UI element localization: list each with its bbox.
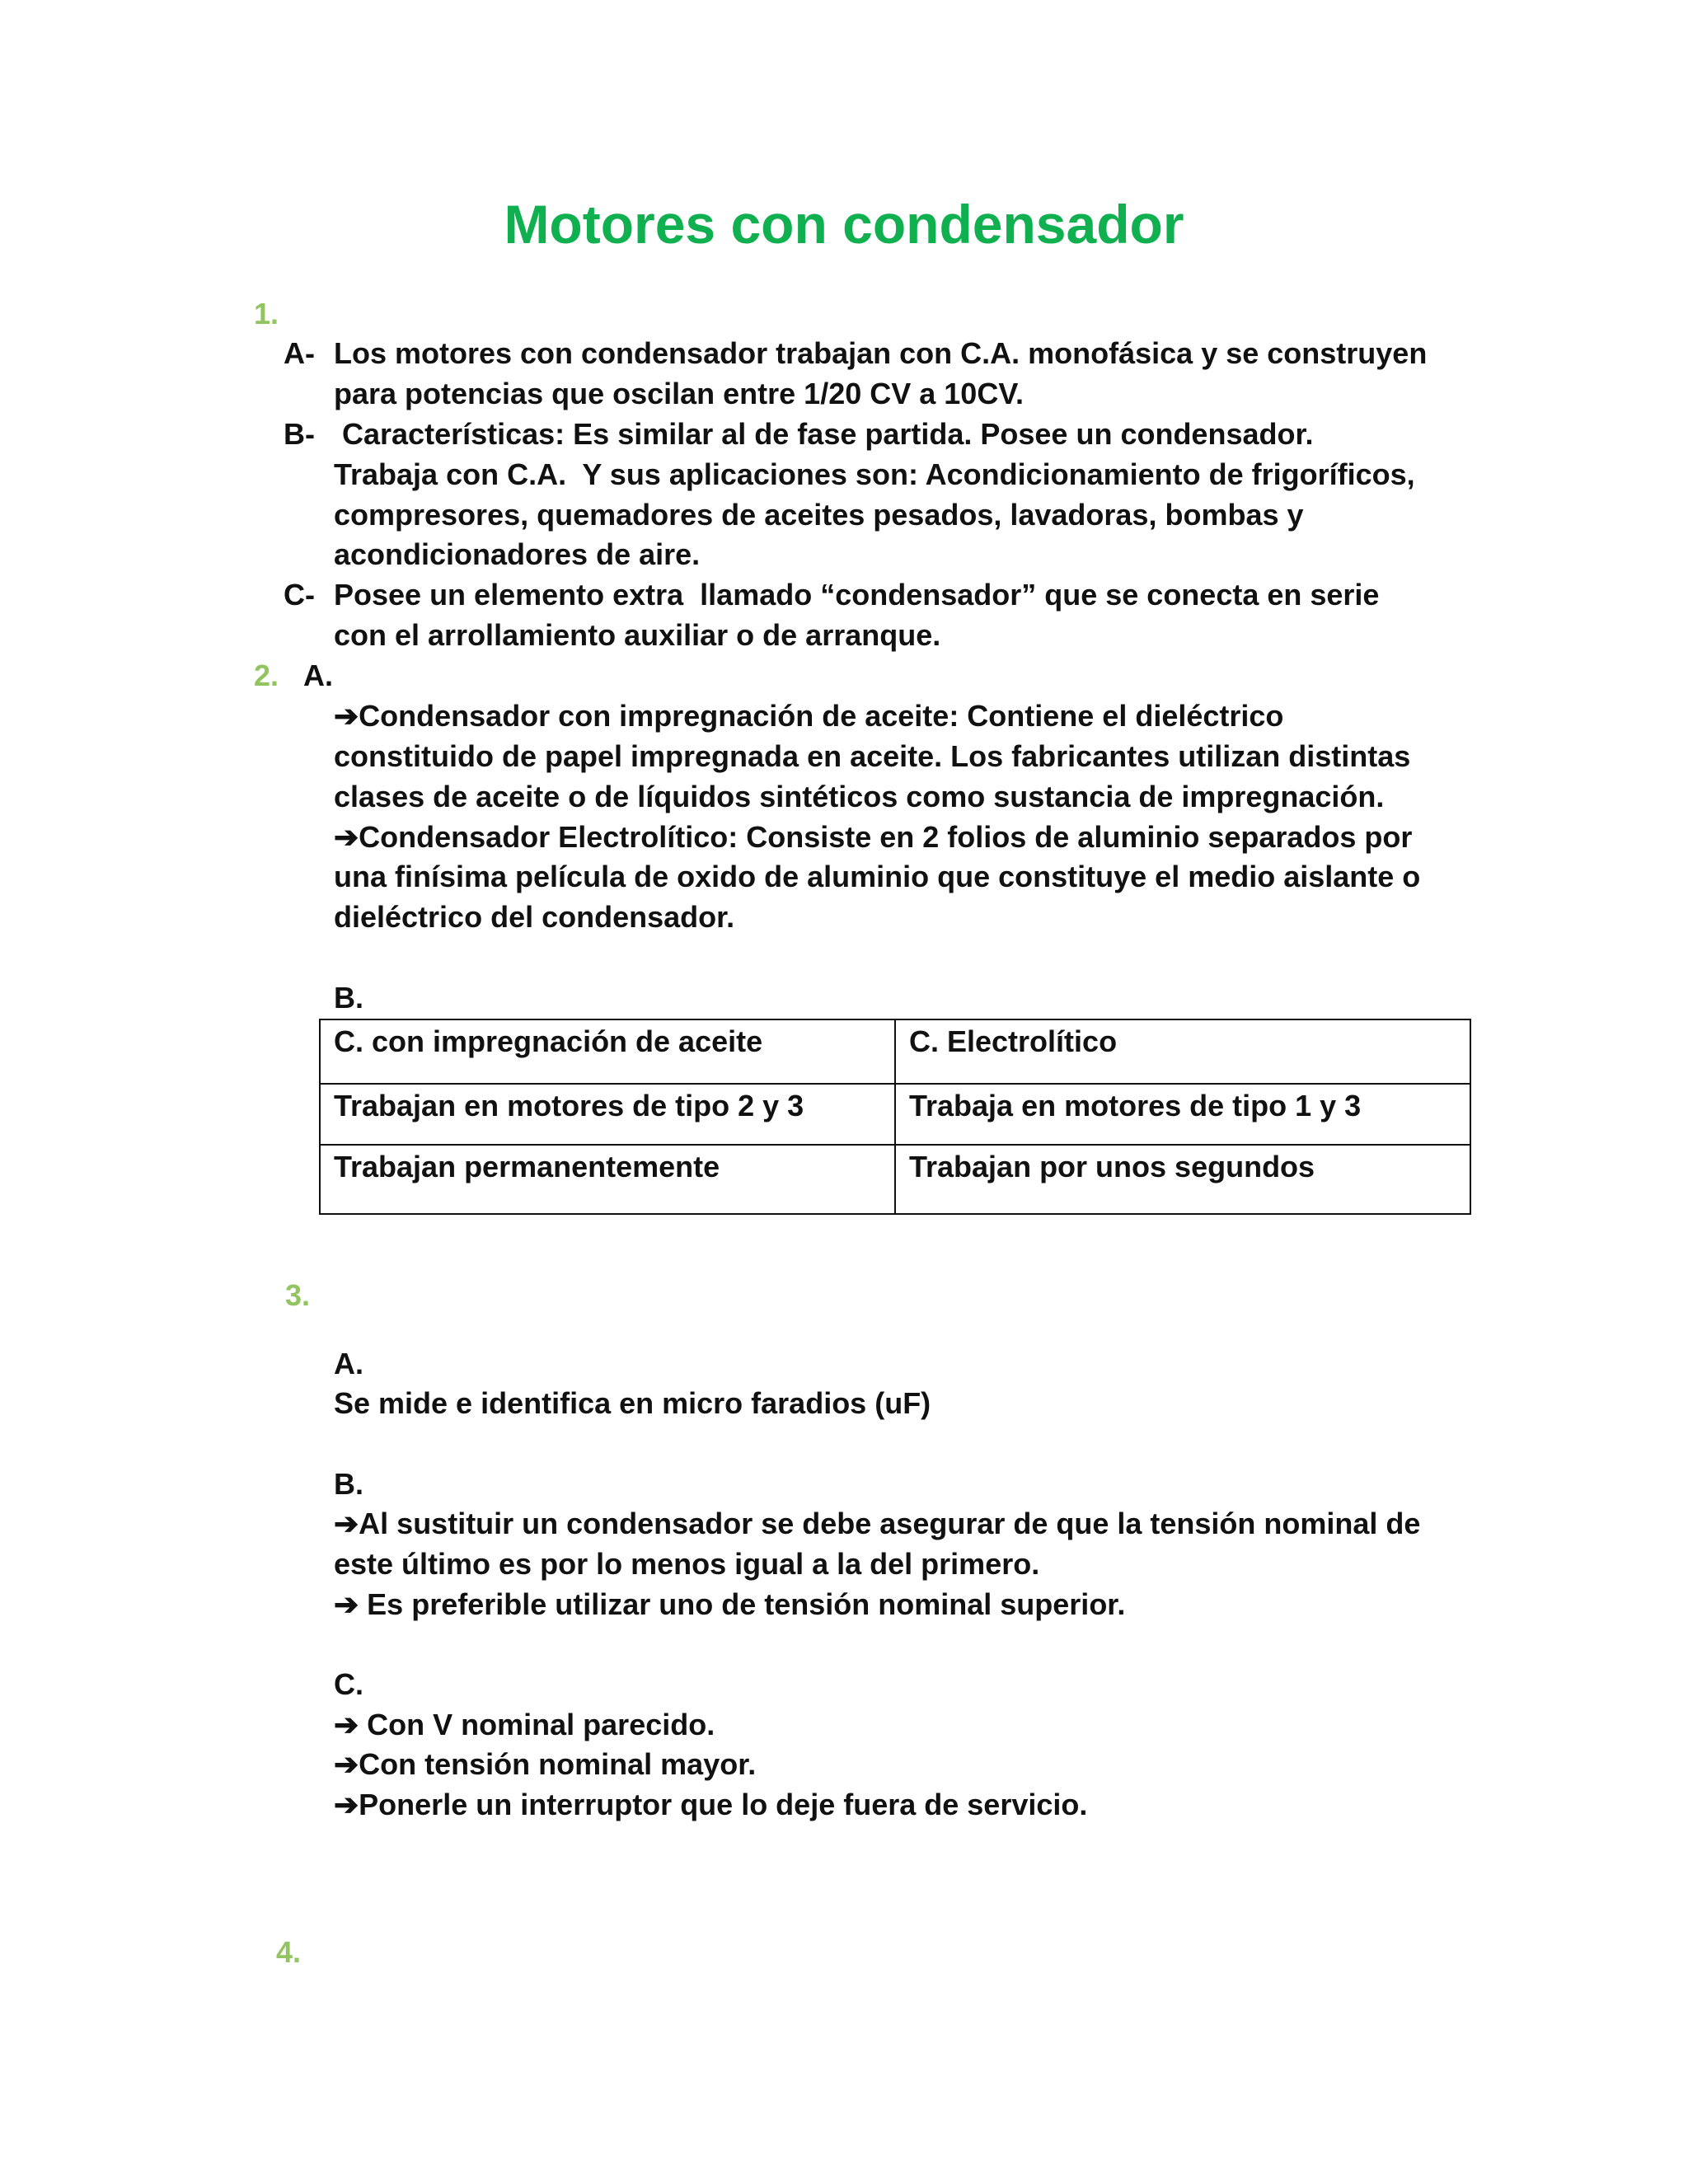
section-4-number: 4. bbox=[276, 1935, 302, 1969]
section-2-number: 2. bbox=[254, 658, 279, 692]
section-3-a-text: Se mide e identifica en micro faradios (uF) bbox=[334, 1386, 931, 1420]
section-3-a-label: A. bbox=[334, 1347, 363, 1380]
table-cell: C. con impregnación de aceite bbox=[320, 1019, 895, 1084]
section-2-a-line-2: constituido de papel impregnada en aceite. Los fabricantes utilizan distintas bbox=[334, 739, 1411, 773]
table-row bbox=[320, 1084, 1470, 1145]
section-3-b-line-3: ➔ Es preferible utilizar uno de tensión nominal superior. bbox=[334, 1587, 1126, 1621]
section-3-b-line-1: ➔Al sustituir un condensador se debe asegurar de que la tensión nominal de bbox=[334, 1507, 1421, 1540]
section-3-c-line-2: ➔Con tensión nominal mayor. bbox=[334, 1747, 757, 1781]
table-row bbox=[320, 1145, 1470, 1214]
item-1b-line-2: Trabaja con C.A. Y sus aplicaciones son: Acondicionamiento de frigoríficos, bbox=[334, 457, 1415, 491]
section-2-a-line-3: clases de aceite o de líquidos sintéticos como sustancia de impregnación. bbox=[334, 780, 1385, 813]
item-1b-line-1: Características: Es similar al de fase partida. Posee un condensador. bbox=[334, 417, 1314, 451]
table-row bbox=[320, 1019, 1470, 1084]
item-1c-line-2: con el arrollamiento auxiliar o de arranque. bbox=[334, 618, 941, 652]
section-2-a-line-5: una finísima película de oxido de aluminio que constituye el medio aislante o bbox=[334, 860, 1421, 893]
item-1c-label: C- bbox=[284, 578, 315, 612]
table-cell: Trabajan por unos segundos bbox=[895, 1145, 1470, 1214]
item-1a-label: A- bbox=[284, 336, 315, 370]
item-1c-line-1: Posee un elemento extra llamado “condensador” que se conecta en serie bbox=[334, 578, 1380, 612]
section-3-b-line-2: este último es por lo menos igual a la del primero. bbox=[334, 1547, 1040, 1581]
item-1b-line-3: compresores, quemadores de aceites pesados, lavadoras, bombas y bbox=[334, 498, 1304, 532]
section-2-a-line-4: ➔Condensador Electrolítico: Consiste en 2 folios de aluminio separados por bbox=[334, 820, 1413, 854]
table-cell: Trabajan en motores de tipo 2 y 3 bbox=[320, 1084, 895, 1145]
section-2-a-label: A. bbox=[303, 658, 333, 692]
table-cell: Trabaja en motores de tipo 1 y 3 bbox=[895, 1084, 1470, 1145]
section-3-c-line-1: ➔ Con V nominal parecido. bbox=[334, 1708, 715, 1741]
section-2-a-line-6: dieléctrico del condensador. bbox=[334, 900, 735, 934]
section-3-b-label: B. bbox=[334, 1467, 363, 1501]
section-1-number: 1. bbox=[254, 297, 279, 330]
section-3-c-label: C. bbox=[334, 1667, 363, 1701]
section-2-a-line-1: ➔Condensador con impregnación de aceite: Contiene el dieléctrico bbox=[334, 699, 1284, 733]
section-2-b-label: B. bbox=[334, 981, 363, 1015]
capacitor-comparison-table bbox=[319, 1019, 1471, 1215]
item-1b-label: B- bbox=[284, 417, 315, 451]
item-1a-line-2: para potencias que oscilan entre 1/20 CV a 10CV. bbox=[334, 377, 1025, 410]
page-title: Motores con condensador bbox=[504, 194, 1184, 255]
section-3-number: 3. bbox=[285, 1278, 311, 1312]
item-1a-line-1: Los motores con condensador trabajan con C.A. monofásica y se construyen bbox=[334, 336, 1428, 370]
item-1b-line-4: acondicionadores de aire. bbox=[334, 537, 701, 571]
table-cell: C. Electrolítico bbox=[895, 1019, 1470, 1084]
section-3-c-line-3: ➔Ponerle un interruptor que lo deje fuera de servicio. bbox=[334, 1788, 1088, 1821]
table-cell: Trabajan permanentemente bbox=[320, 1145, 895, 1214]
